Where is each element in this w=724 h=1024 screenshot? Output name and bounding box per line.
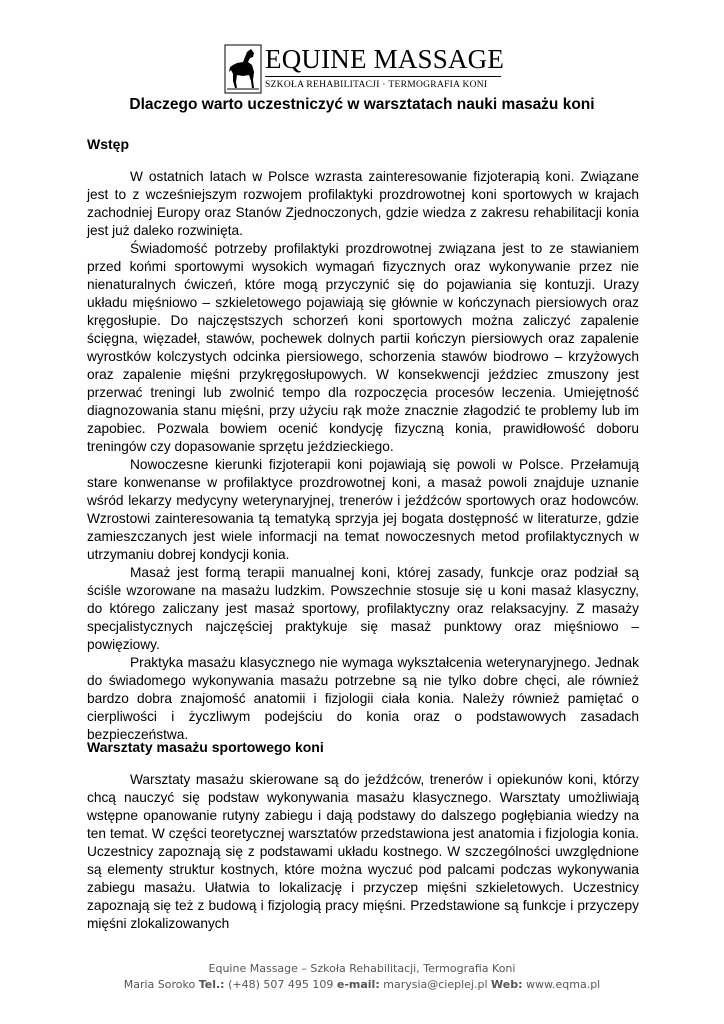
paragraph: Praktyka masażu klasycznego nie wymaga wykształcenia weterynaryjnego. Jednak do świadomego wykonywania masażu potrzebne są nie tylko dobre chęci, ale również bardzo dobra znajomość anatomii i fizjologii ciała konia. Należy również pamiętać o cierpliwości i życzliwym podejściu do konia oraz o podstawowych zasadach bezpieczeństwa. <box>87 655 639 742</box>
footer-web-label: Web: <box>491 978 523 991</box>
footer-web: www.eqma.pl <box>526 978 601 991</box>
brand-header <box>223 44 513 94</box>
brand-subtitle: SZKOŁA REHABILITACJI · TERMOGRAFIA KONI <box>265 80 488 90</box>
footer-tel-label: Tel.: <box>198 978 225 991</box>
section-workshops-body <box>87 771 639 933</box>
brand-name: EQUINE MASSAGE <box>265 44 505 74</box>
footer-name: Maria Soroko <box>123 978 196 991</box>
page-footer <box>0 961 724 993</box>
paragraph: Nowoczesne kierunki fizjoterapii koni pojawiają się powoli w Polsce. Przełamują stare konwenanse w profilaktyce prozdrowotnej koni, a masaż powoli znajduje uznanie wśród lekarzy medycyny weterynaryjnej, trenerów i jeźdźców sportowych oraz hodowców. Wzrostowi zainteresowania tą tematyką sprzyja jej bogata dostępność w literaturze, gdzie zamieszczanych jest wiele informacji na temat nowoczesnych metod profilaktycznych w utrzymaniu dobrej kondycji konia. <box>87 457 639 562</box>
paragraph: Masaż jest formą terapii manualnej koni, której zasady, funkcje oraz podział są ściśle wzorowane na masażu ludzkim. Powszechnie stosuje się u koni masaż klasyczny, do którego zaliczany jest masaż sportowy, profilaktyczny oraz relaksacyjny. Z masaży specjalistycznych najczęściej praktykuje się masaż punktowy oraz mięśniowo – powięziowy. <box>87 565 639 652</box>
brand-divider <box>265 76 501 77</box>
paragraph: W ostatnich latach w Polsce wzrasta zainteresowanie fizjoterapią koni. Związane jest to z wcześniejszym rozwojem profilaktyki prozdrowotnej koni sportowych w krajach zachodniej Europy oraz Stanów Zjednoczonych, gdzie wiedza z zakresu rehabilitacji konia jest już daleko rozwinięta. <box>87 169 639 238</box>
section-heading-intro: Wstęp <box>87 136 129 152</box>
footer-contact-line <box>0 977 724 993</box>
paragraph: Warsztaty masażu skierowane są do jeźdźców, trenerów i opiekunów koni, którzy chcą nauczyć się podstaw wykonywania masażu klasycznego. Warsztaty umożliwiają wstępne opanowanie rutyny zabiegu i dają podstawy do dalszego pogłębiania wiedzy na ten temat. W części teoretycznej warsztatów przedstawiona jest anatomia i fizjologia konia. Uczestnicy zapoznają się z podstawami układu kostnego. W szczególności uwzględnione są elementy struktur kostnych, które można wyczuć pod palcami podczas wykonywania zabiegu masażu. Ułatwia to lokalizację i przyczep mięśni szkieletowych. Uczestnicy zapoznają się też z budową i fizjologią pracy mięśni. Przedstawione są funkcje i przyczepy mięśni zlokalizowanych <box>87 772 639 931</box>
footer-school-line: Equine Massage – Szkoła Rehabilitacji, Termografia Koni <box>208 962 516 975</box>
section-heading-workshops: Warsztaty masażu sportowego koni <box>87 739 324 755</box>
footer-email-label: e-mail: <box>336 978 380 991</box>
footer-email: marysia@cieplej.pl <box>383 978 488 991</box>
horse-logo-icon <box>223 44 263 94</box>
footer-tel: (+48) 507 495 109 <box>228 978 334 991</box>
section-intro-body <box>87 168 639 744</box>
paragraph: Świadomość potrzeby profilaktyki prozdrowotnej związana jest to ze stawianiem przed końmi sportowymi wysokich wymagań fizycznych oraz wykonywanie przez nie nienaturalnych ćwiczeń, które mogą przyczynić się do pojawiania się kontuzji. Urazy układu mięśniowo – szkieletowego pojawiają się głównie w kończynach piersiowych oraz kręgosłupie. Do najczęstszych schorzeń koni sportowych można zaliczyć zapalenie ścięgna, więzadeł, stawów, pochewek dolnych partii kończyn piersiowych oraz zapalenie wyrostków kolczystych odcinka piersiowego, schorzenia stawów biodrowo – krzyżowych oraz zapalenie mięśni przykręgosłupowych. W konsekwencji jeździec zmuszony jest przerwać treningi lub zwolnić tempo dla rozpoczęcia procesów leczenia. Umiejętność diagnozowania stanu mięśni, przy użyciu rąk może znacznie złagodzić te problemy lub im zapobiec. Pozwala bowiem ocenić kondycję fizyczną konia, prawidłowość doboru treningów czy dopasowanie sprzętu jeździeckiego. <box>87 241 639 454</box>
document-title: Dlaczego warto uczestniczyć w warsztatach nauki masażu koni <box>129 96 595 113</box>
